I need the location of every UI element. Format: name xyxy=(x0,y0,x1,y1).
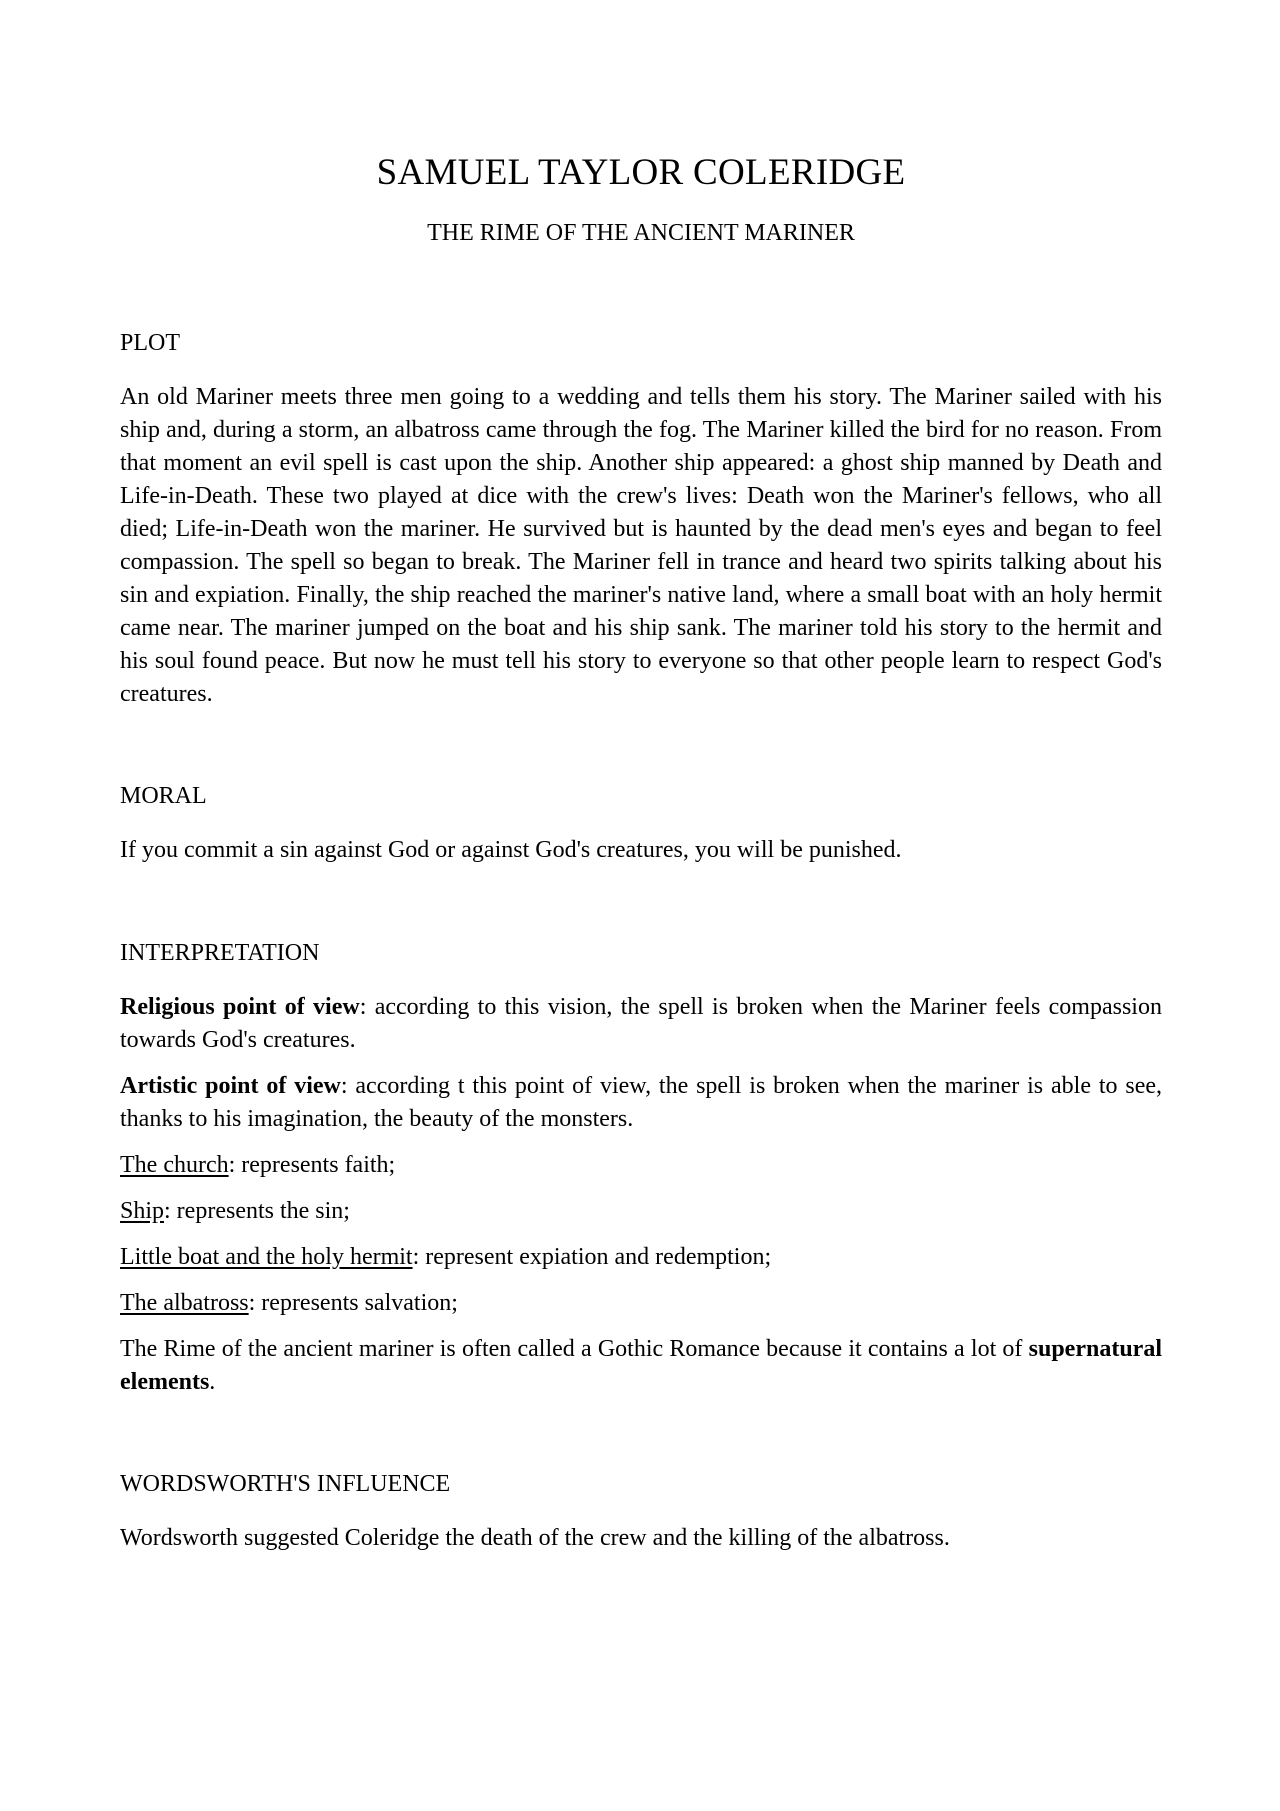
gothic-bold-term: supernatural elements xyxy=(120,1336,1162,1395)
symbol-meaning: : represent expiation and redemption; xyxy=(412,1244,772,1270)
symbol-term: Little boat and the holy hermit xyxy=(120,1244,413,1270)
symbol-item-ship xyxy=(120,1195,1162,1228)
symbol-meaning: : represents salvation; xyxy=(248,1290,458,1316)
symbol-term: Ship xyxy=(120,1198,165,1224)
gothic-end: . xyxy=(209,1369,216,1395)
document-subtitle: THE RIME OF THE ANCIENT MARINER xyxy=(427,220,855,246)
moral-heading: MORAL xyxy=(120,783,207,809)
plot-heading: PLOT xyxy=(120,330,180,356)
wordsworth-heading: WORDSWORTH'S INFLUENCE xyxy=(120,1471,451,1497)
plot-paragraph: An old Mariner meets three men going to a wedding and tells them his story. The Mariner sailed with his ship and, during a storm, an albatross came through the fog. The Mariner killed the bird for no reason. From that moment an evil spell is cast upon the ship. Another ship appeared: a ghost ship manned by Death and Life-in-Death. These two played at dice with the crew's lives: Death won the Mariner's fellows, who all died; Life-in-Death won the mariner. He survived but is haunted by the dead men's eyes and began to feel compassion. The spell so began to break. The Mariner fell in trance and heard two spirits talking about his sin and expiation. Finally, the ship reached the mariner's native land, where a small boat with an holy hermit came near. The mariner jumped on the boat and his ship sank. The mariner told his story to the hermit and his soul found peace. But now he must tell his story to everyone so that other people learn to respect God's creatures. xyxy=(120,384,1162,707)
interpretation-section xyxy=(120,938,1162,1399)
artistic-view-paragraph xyxy=(120,1070,1162,1136)
symbol-item-albatross xyxy=(120,1287,1162,1320)
moral-section xyxy=(120,781,1162,867)
document-title: SAMUEL TAYLOR COLERIDGE xyxy=(376,152,906,193)
moral-paragraph: If you commit a sin against God or against God's creatures, you will be punished. xyxy=(120,837,902,863)
artistic-view-label: Artistic point of view xyxy=(120,1073,341,1099)
wordsworth-section xyxy=(120,1469,1162,1555)
artistic-view-text: : according t this point of view, the spell is broken when the mariner is able to see, thanks to his imagination, the beauty of the monsters. xyxy=(120,1073,1163,1132)
plot-section xyxy=(120,328,1162,711)
religious-view-label: Religious point of view xyxy=(120,994,360,1020)
symbol-item-church xyxy=(120,1149,1162,1182)
symbol-term: The albatross xyxy=(120,1290,249,1316)
gothic-text: The Rime of the ancient mariner is often called a Gothic Romance because it contains a lot of xyxy=(120,1336,1029,1362)
symbol-meaning: : represents the sin; xyxy=(164,1198,350,1224)
religious-view-paragraph xyxy=(120,991,1162,1057)
symbol-meaning: : represents faith; xyxy=(228,1152,396,1178)
gothic-romance-paragraph xyxy=(120,1333,1162,1399)
document-page xyxy=(120,150,1162,1555)
wordsworth-paragraph: Wordsworth suggested Coleridge the death of the crew and the killing of the albatross. xyxy=(120,1525,950,1551)
symbol-term: The church xyxy=(120,1152,229,1178)
religious-view-text: : according to this vision, the spell is broken when the Mariner feels compassion towards God's creatures. xyxy=(120,994,1162,1053)
symbol-item-boat-hermit xyxy=(120,1241,1162,1274)
interpretation-heading: INTERPRETATION xyxy=(120,940,320,966)
